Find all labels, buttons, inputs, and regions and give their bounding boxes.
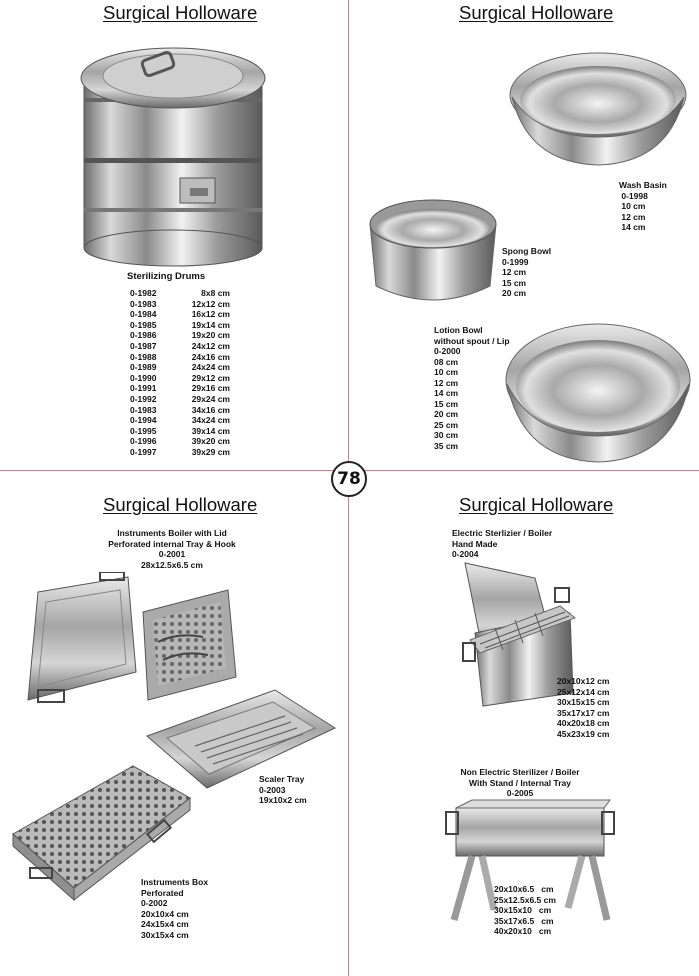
non-electric-size-line: 30x15x10 cm (494, 905, 552, 915)
lotion-bowl-line: without spout / Lip (434, 335, 510, 346)
lotion-bowl-line: 12 cm (434, 377, 459, 388)
drum-row (130, 383, 230, 394)
drum-code: 0-1990 (130, 372, 157, 383)
electric-sterilizer-label (452, 528, 552, 560)
instruments-box-line: 0-2002 (141, 898, 168, 908)
drum-code: 0-1983 (130, 298, 157, 309)
drums-heading: Sterilizing Drums (127, 271, 206, 282)
spong-bowl-label (502, 246, 551, 299)
lotion-bowl-line: Lotion Bowl (434, 325, 483, 335)
drum-size: 29x24 cm (191, 393, 230, 404)
electric-sizes (557, 676, 609, 739)
drum-code: 0-1992 (130, 393, 157, 404)
drum-row (130, 415, 230, 426)
drum-code: 0-1997 (130, 446, 157, 457)
electric-line: Hand Made (452, 538, 498, 549)
non-electric-line: Non Electric Sterilizer / Boiler (460, 767, 580, 777)
title-bottom-right: Surgical Holloware (459, 494, 614, 515)
drum-size: 29x16 cm (191, 383, 230, 394)
drum-size: 29x12 cm (191, 372, 230, 383)
instruments-box-line: 24x15x4 cm (141, 919, 189, 929)
non-electric-sterilizer-label (440, 767, 600, 799)
lotion-bowl-line: 14 cm (434, 388, 459, 398)
sterilizing-drum-image (70, 38, 275, 268)
title-top-left: Surgical Holloware (103, 2, 258, 23)
lotion-bowl-line: 30 cm (434, 430, 459, 440)
boiler-line: Perforated internal Tray & Hook (108, 538, 236, 549)
instruments-box-line: Perforated (141, 887, 184, 898)
scaler-tray-line: Scaler Tray (259, 774, 305, 784)
drums-table (130, 288, 230, 458)
drum-row (130, 405, 230, 416)
drum-row (130, 320, 230, 331)
scaler-tray-line: 0-2003 (259, 784, 286, 795)
wash-basin-line: 12 cm (619, 211, 646, 222)
drum-code: 0-1988 (130, 351, 157, 362)
drum-size: 34x24 cm (191, 415, 230, 426)
wash-basin-image (508, 45, 688, 170)
spong-bowl-line: 0-1999 (502, 256, 529, 267)
title-top-right: Surgical Holloware (459, 2, 614, 23)
lotion-bowl-image (503, 320, 693, 465)
drum-row (130, 341, 230, 352)
instruments-box-label (141, 877, 208, 940)
instruments-box-line: 20x10x4 cm (141, 908, 189, 919)
drum-size: 16x12 cm (191, 309, 230, 320)
spong-bowl-line: 20 cm (502, 288, 527, 298)
drum-code: 0-1982 (130, 288, 157, 298)
non-electric-line: 0-2005 (506, 788, 534, 798)
spong-bowl-line: 12 cm (502, 267, 527, 277)
lotion-bowl-line: 20 cm (434, 409, 459, 419)
scaler-tray-label (259, 774, 307, 806)
drum-size: 39x14 cm (191, 425, 230, 436)
drum-size: 24x24 cm (191, 362, 230, 373)
wash-basin-line: 14 cm (619, 222, 646, 232)
lotion-bowl-line: 0-2000 (434, 346, 461, 356)
drum-code: 0-1987 (130, 340, 157, 351)
drum-size: 24x16 cm (191, 351, 230, 362)
electric-size-line: 40x20x18 cm (557, 718, 610, 728)
drum-row (130, 352, 230, 363)
boiler-line: Instruments Boiler with Lid (117, 528, 227, 538)
spong-bowl-image (366, 196, 500, 308)
drum-row (130, 373, 230, 384)
drum-size: 34x16 cm (191, 404, 230, 415)
instruments-box-line: Instruments Box (141, 877, 209, 887)
drum-row (130, 288, 230, 299)
drum-row (130, 309, 230, 320)
lotion-bowl-line: 15 cm (434, 398, 459, 409)
drum-code: 0-1986 (130, 330, 157, 341)
drum-code: 0-1991 (130, 383, 157, 394)
drum-size: 24x12 cm (191, 340, 230, 351)
lotion-bowl-label (434, 325, 510, 451)
wash-basin-label (619, 180, 667, 233)
drum-row (130, 330, 230, 341)
drum-row (130, 299, 230, 310)
drum-size: 39x29 cm (191, 446, 230, 457)
drum-code: 0-1983 (130, 404, 157, 415)
electric-line: Electric Sterlizier / Boiler (452, 528, 553, 538)
drum-code: 0-1996 (130, 436, 157, 447)
wash-basin-line: 0-1998 (619, 190, 648, 201)
wash-basin-line: 10 cm (619, 201, 646, 211)
spong-bowl-line: 15 cm (502, 277, 527, 288)
instruments-boiler-label (92, 528, 252, 570)
non-electric-size-line: 35x17x6.5 cm (494, 915, 554, 926)
drum-code: 0-1994 (130, 415, 157, 426)
electric-size-line: 30x15x15 cm (557, 697, 610, 707)
boiler-line: 28x12.5x6.5 cm (141, 559, 203, 570)
non-electric-size-line: 40x20x10 cm (494, 926, 552, 936)
electric-size-line: 25x12x14 cm (557, 686, 610, 697)
scaler-tray-line: 19x10x2 cm (259, 795, 307, 805)
drum-row (130, 447, 230, 458)
page-number: 78 (331, 461, 367, 497)
electric-line: 0-2004 (452, 549, 479, 559)
non-electric-line: With Stand / Internal Tray (469, 777, 571, 788)
drum-size: 39x20 cm (191, 436, 230, 447)
drum-code: 0-1989 (130, 362, 157, 373)
drum-size: 19x14 cm (191, 319, 230, 330)
lotion-bowl-line: 35 cm (434, 440, 459, 451)
instruments-box-line: 30x15x4 cm (141, 929, 189, 940)
drum-row (130, 436, 230, 447)
lotion-bowl-line: 08 cm (434, 356, 459, 367)
drum-code: 0-1995 (130, 425, 157, 436)
spong-bowl-line: Spong Bowl (502, 246, 552, 256)
lotion-bowl-line: 25 cm (434, 419, 459, 430)
wash-basin-line: Wash Basin (619, 180, 667, 190)
drum-row (130, 394, 230, 405)
electric-size-line: 20x10x12 cm (557, 676, 610, 686)
lotion-bowl-line: 10 cm (434, 367, 459, 377)
drum-size: 19x20 cm (191, 330, 230, 341)
title-bottom-left: Surgical Holloware (103, 494, 258, 515)
non-electric-size-line: 20x10x6.5 cm (494, 884, 554, 894)
non-electric-sizes (494, 884, 556, 937)
boiler-line: 0-2001 (158, 549, 186, 559)
drum-code: 0-1985 (130, 319, 157, 330)
electric-size-line: 45x23x19 cm (557, 728, 610, 739)
drum-code: 0-1984 (130, 309, 157, 320)
drum-size: 8x8 cm (201, 288, 230, 298)
drum-size: 12x12 cm (191, 298, 230, 309)
drum-row (130, 426, 230, 437)
non-electric-size-line: 25x12.5x6.5 cm (494, 894, 556, 905)
drum-row (130, 362, 230, 373)
electric-size-line: 35x17x17 cm (557, 707, 610, 718)
